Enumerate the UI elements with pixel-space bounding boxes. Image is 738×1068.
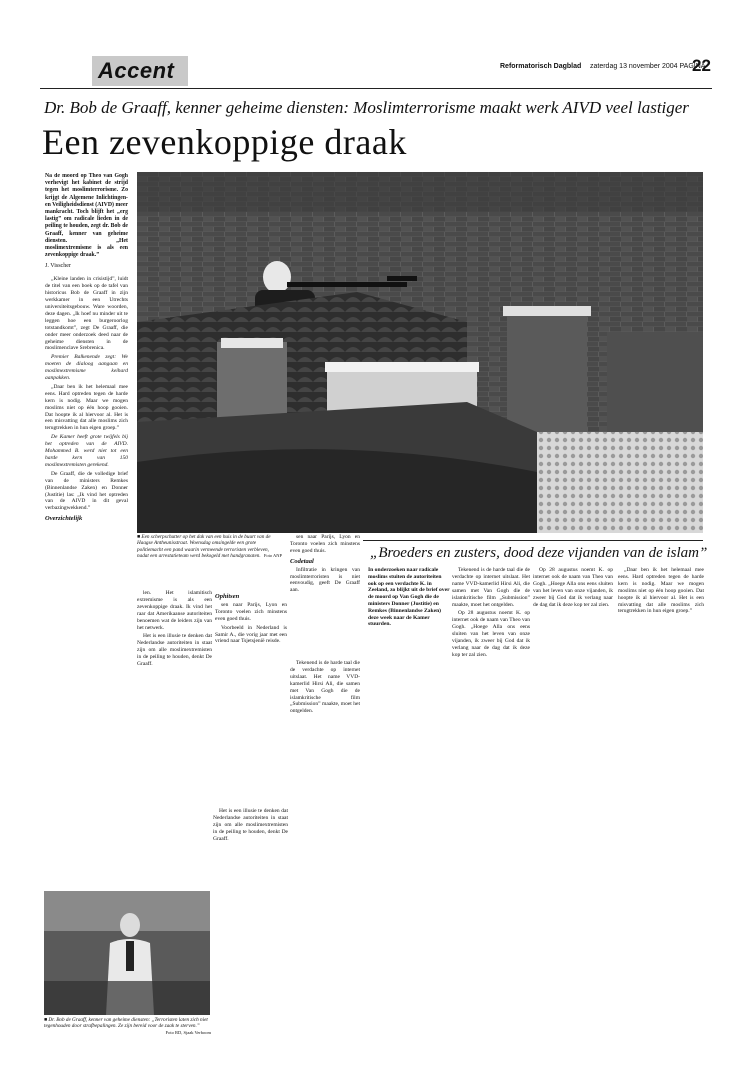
paragraph: Tekenend is de harde taal die de verdachte op internet uitslaat. Het name VVD-kamerlid Hirsi Ali, die samen met Van Gogh die de islamkritische film „Submission” maakte, moet het ontgelden. <box>452 567 530 608</box>
column-sidebar-2 <box>452 567 530 1047</box>
paragraph: „Daar ben ik het helemaal mee eens. Hard optreden tegen de harde kern is nodig. Maar we mogen moslims niet op één hoop gooien. Dat hoopte ik al hiervoor al. Het is een misvatting dat alle moslims zich terugtrekken in hun eigen groep.” <box>618 567 704 615</box>
article-kicker: Dr. Bob de Graaff, kenner geheime diensten: Moslimterrorisme maakt werk AIVD veel lastiger <box>44 98 689 117</box>
main-photo <box>137 172 703 533</box>
photo-credit: Foto RD, Sjaak Verboom <box>165 1029 211 1035</box>
portrait-caption <box>44 1017 211 1036</box>
paragraph: Op 28 augustus noemt K. op internet ook de naam van Theo van Gogh. „Hoege Alla ons eens sluiten van het leven van onze vijanden, ik zweer bij God dat ik verlang naar de dag dat ik deze kop ter zal zien. <box>533 567 613 608</box>
section-label: Accent <box>98 58 175 83</box>
column-4 <box>290 534 360 654</box>
paragraph: sen naar Parijs, Lyon en Toronto voelen zich minstens even goed thuis. <box>290 534 360 554</box>
column-3 <box>215 590 287 790</box>
column-5 <box>213 808 288 1040</box>
column-7 <box>533 567 613 1047</box>
caption-text: ■ Een scherpschutter op het dak van een huis in de buurt van de Haagse Antheunisstraat. Woensdag omsingelde een grote politiemacht een pand waarin vermeende terroristen verbleven, nadat een arrestatieteam werd bekogeld met handgranaten. <box>137 534 271 559</box>
paragraph: De Graaff, die de volledige brief van de ministers Remkes (Binnenlandse Zaken) en Donner (Justitie) las: „Ik vind het optreden van de AIVD in dit geval verbazingwekkend.” <box>45 470 128 512</box>
paragraph: Premier Balkenende zegt: We moeten de dialoog aangaan en moslimextremisme keihard aanpakken. <box>45 354 128 382</box>
byline: J. Visscher <box>45 263 71 270</box>
paragraph: sen naar Parijs, Lyon en Toronto voelen zich minstens even goed thuis. <box>215 601 287 622</box>
header-rule <box>40 88 712 89</box>
dateline: zaterdag 13 november 2004 PAGINA <box>590 63 706 70</box>
portrait-photo <box>44 891 210 1015</box>
paragraph: Infiltratie in kringen van moslimterroristen is niet eenvoudig, geeft De Graaff aan. <box>290 566 360 594</box>
main-photo-caption <box>137 534 282 559</box>
pull-quote: „Broeders en zusters, dood deze vijanden van de islam” <box>370 545 708 561</box>
publisher-name: Reformatorisch Dagblad <box>500 63 582 70</box>
sidebar-intro: In onderzoeken naar radicale moslims stuiten de autoriteiten ook op een verdachte K. in Zeeland, zo blijkt uit de brief over de moord op Van Gogh die de ministers Donner (Justitie) en Remkes (Binnenlandse Zaken) deze week naar de Kamer stuurden. <box>368 567 450 628</box>
paragraph: Op 28 augustus noemt K. op internet ook de naam van Theo van Gogh. „Hoege Alla ons eens sluiten van het leven van onze vijanden, ik zweer bij God dat ik verlang naar de dag dat ik deze kop ter zal zien. <box>452 610 530 658</box>
paragraph: „Daar ben ik het helemaal mee eens. Hard optreden tegen de harde kern is nodig. Maar we mogen moslims niet op één hoop gooien. Dat hoopte ik al hiervoor al. Het is een misvatting dat alle moslims zich terugtrekken in hun eigen groep.” <box>45 383 128 432</box>
paragraph: „Kleine landen in crisistijd”, luidt de titel van een boek op de tafel van historicus Bob de Graaff in zijn werkkamer in een Utrechts universiteitsgebouw. Ware woorden, deze dagen. „Ik hoef nu minder uit te leggen hoe een burgeroorlog totstandkomt”, zegt De Graaff, die onder meer onderzoek deed naar de geheime diensten in de moslimenclave Srebrenica. <box>45 276 128 352</box>
paragraph: Voorbeeld in Nederland is Samir A., die vorig jaar met een vriend naar Tsjetsjenië reisde. <box>215 624 287 645</box>
paragraph: Het is een illusie te denken dat Nederlandse autoriteiten in staat zijn om alle moslimextremisten in de peiling te houden, denkt De Graaff. <box>137 633 212 668</box>
paragraph: Het is een illusie te denken dat Nederlandse autoriteiten in staat zijn om alle moslimextremisten in de peiling te houden, denkt De Graaff. <box>213 808 288 842</box>
subhead: Overzichtelijk <box>45 515 83 523</box>
photo-credit: Foto ANP <box>263 552 282 558</box>
column-8 <box>618 567 704 1047</box>
article-headline: Een zevenkoppige draak <box>42 122 407 162</box>
quote-rule <box>363 540 703 541</box>
subhead: Codetaal <box>290 557 314 565</box>
column-2 <box>137 590 212 800</box>
caption-text: ■ Dr. Bob de Graaff, kenner van geheime diensten: „Terroristen laten zich niet tegenhouden door strafbepalingen. Ze zijn bereid voor de zaak te sterven.” <box>44 1017 208 1030</box>
paragraph: len. Het islamitisch extremisme is als een zevenkoppige draak. Ik vind het raar dat Amerikaanse autoriteiten benoemen wat de leiders zijn van het netwerk. <box>137 590 212 631</box>
article-intro: Na de moord op Theo van Gogh verhevigt het kabinet de strijd tegen het moslimterrorisme. Zo krijgt de Algemene Inlichtingen- en Veiligheidsdienst (AIVD) meer mankracht. Toch blijft het „erg lastig” om radicale lieden in de peiling te houden, zegt dr. Bob de Graaff, kenner van geheime diensten. „Het moslimextremisme is als een zevenkoppige draak.” <box>45 173 128 259</box>
subhead: Ophitsen <box>215 593 240 600</box>
paragraph: Tekenend is de harde taal die de verdachte op internet uitslaat. Het name VVD-kamerlid Hirsi Ali, die samen met Van Gogh die de islamkritische film „Submission” maakte, moet het ontgelden. <box>290 660 360 715</box>
portrait-illustration <box>44 891 210 1015</box>
page-number: 22 <box>692 56 711 75</box>
paragraph: De Kamer heeft grote twijfels bij het optreden van de AIVD. Mohammed B. werd niet tot een harde kern van 150 moslimextremisten gerekend. <box>45 434 128 468</box>
rooftop-photo-illustration <box>137 172 703 533</box>
column-6 <box>290 660 360 1040</box>
